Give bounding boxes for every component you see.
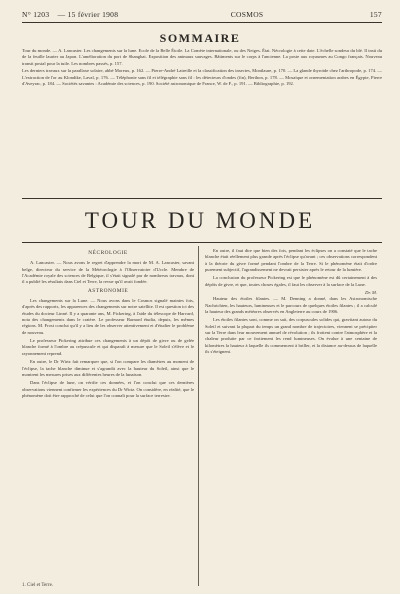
- author-signature: Dr. M.: [365, 290, 377, 296]
- title-rule: [22, 242, 382, 243]
- sommaire-paragraph: Les derniers travaux sur la parallaxe solaire, abbé Moreux, p. 162. — Pierre-André Latreille et la classification des insectes, Montlaure, p. 170. — La glande thyroïde chez l'arthropode, p. 174. — L'extraction de l'or au Klondike, Laval, p. 176. — Téléphonie sans fil et télégraphie sans fil : les détecteurs d'ondes (fin), Berthon, p. 178. — Mosaïque et ornementation arabes en Égypte, Pierre d'Aveyrac, p. 184. — Sociétés savantes : Académie des sciences, p. 190. Société astronomique de France, W. de F., p. 191. — Bibliographie, p. 192.: [22, 68, 382, 87]
- article-paragraph: Les étoiles filantes sont, comme on sait, des corpuscules solides qui, gravitant autour du Soleil et suivant la plupart du temps un grand nombre de trajectoires, viennent se précipiter sur la Terre dans leur mouvement annuel de révolution ; ils frottent contre l'atmosphère et la chaleur produite par ce frottement les rend lumineuses. On évalue à une centaine de kilomètres la hauteur à laquelle ils commencent à briller, et la distance au-dessus de laquelle ils s'éteignent.: [205, 317, 377, 355]
- footnote: 1. Ciel et Terre.: [22, 583, 54, 588]
- page-number: 157: [369, 10, 382, 19]
- left-column: [22, 248, 194, 401]
- issue-info: [22, 10, 124, 19]
- journal-name: COSMOS: [230, 10, 264, 19]
- article-paragraph: La conclusion du professeur Pickering est que le phénomène est dû certainement à des dépôts de givre, et que, toutes choses égales, il faut les observer à la surface de la Lune.: [205, 275, 377, 287]
- sommaire-text: [22, 48, 382, 88]
- issue-date: — 15 février 1908: [57, 10, 119, 19]
- article-paragraph: En outre, le Dr Wirtz fait remarquer que, si l'on compare les diamètres au moment de l'éclipse, la tache blanche diminue et s'agrandit avec la hauteur du Soleil, ainsi que le montrent les mesures prises aux différentes heures de la lunaison.: [22, 359, 194, 377]
- section-heading: NÉCROLOGIE: [88, 250, 128, 256]
- article-paragraph: Les changements sur la Lune. — Nous avons dans le Cosmos signalé maintes fois, d'après des rapports, les apparences des changements sur notre satellite. Il est question ici des études du docteur Linné. Il y a quarante ans, M. Pickering, à l'aide du télescope de Harvard, nota des changements dans le cratère. Le professeur Barnard étudia, depuis, les mêmes régions. M. Frost conclut qu'il y a lieu de les observer attentivement et d'étudier le problème de nouveau.: [22, 298, 194, 335]
- column-divider: [198, 246, 199, 586]
- article-paragraph: Hauteur des étoiles filantes. — M. Denning a donné, dans les Astronomische Nachrichten, les hauteurs, lumineuses et le parcours de quelques étoiles filantes ; il a calculé la hauteur des grands météores observés en Angleterre au cours de 1906.: [205, 296, 377, 315]
- header-rule: [22, 22, 382, 23]
- article-paragraph: Le professeur Pickering attribue ces changements à un dépôt de givre ou de gelée blanche formé à l'ombre au crépuscule et qui disparaît à mesure que le Soleil s'élève et le rayonnement reprend.: [22, 338, 194, 356]
- issue-number: N° 1203: [22, 10, 50, 19]
- sommaire-title: SOMMAIRE: [159, 31, 241, 45]
- right-column: [205, 248, 377, 358]
- section-heading: ASTRONOMIE: [87, 287, 129, 294]
- article-paragraph: Dans l'éclipse de lune, on vérifie ces données, et l'on conclut que ces dernières observations viennent confirmer les expériences du Dr Wirtz. On considère, en réalité, que le phénomène doit être rapproché de celui que l'on connaît pour la surface terrestre.: [22, 380, 194, 398]
- article-paragraph: A. Lancaster. — Nous avons le regret d'apprendre la mort de M. A. Lancaster, savant belge, directeur du service de la Météorologie à l'Observatoire d'Uccle. Membre de l'Académie royale des sciences de Belgique, il s'était signalé par de nombreux travaux, dont il a publié les résultats dans Ciel et Terre, la revue qu'il avait fondée.: [22, 260, 194, 285]
- article-paragraph: En outre, il faut dire que bien des fois, pendant les éclipses on a constaté que le tache blanche était réellement plus grande après l'éclipse qu'avant ; ces observations correspondent à la théorie du givre formé pendant l'ombre de la Terre. Si le phénomène était d'ordre purement subjectif, l'agrandissement ne devrait persister après le retour de la lumière.: [205, 248, 377, 273]
- sommaire-paragraph: Tour du monde. — A. Lancaster. Les changements sur la lune. Ecole de la Belle Étoile. La Comète internationale, ou des Neiges. État. Nécrologie à cette date. L'échelle sondeur du blé. Il insti du de la feuille laurier au Japon. L'amélioration du port de Shanghai. Exposition des animaux sauvages. Bâtiments sur le corps à l'ancienne. La poste aux royaumes au Congo français. Nouveau transit postal pour la tuile. Les nombres passés, p. 157.: [22, 48, 382, 66]
- running-header: [22, 10, 382, 19]
- sommaire-rule: [22, 198, 382, 199]
- section-main-title: TOUR DU MONDE: [84, 208, 316, 233]
